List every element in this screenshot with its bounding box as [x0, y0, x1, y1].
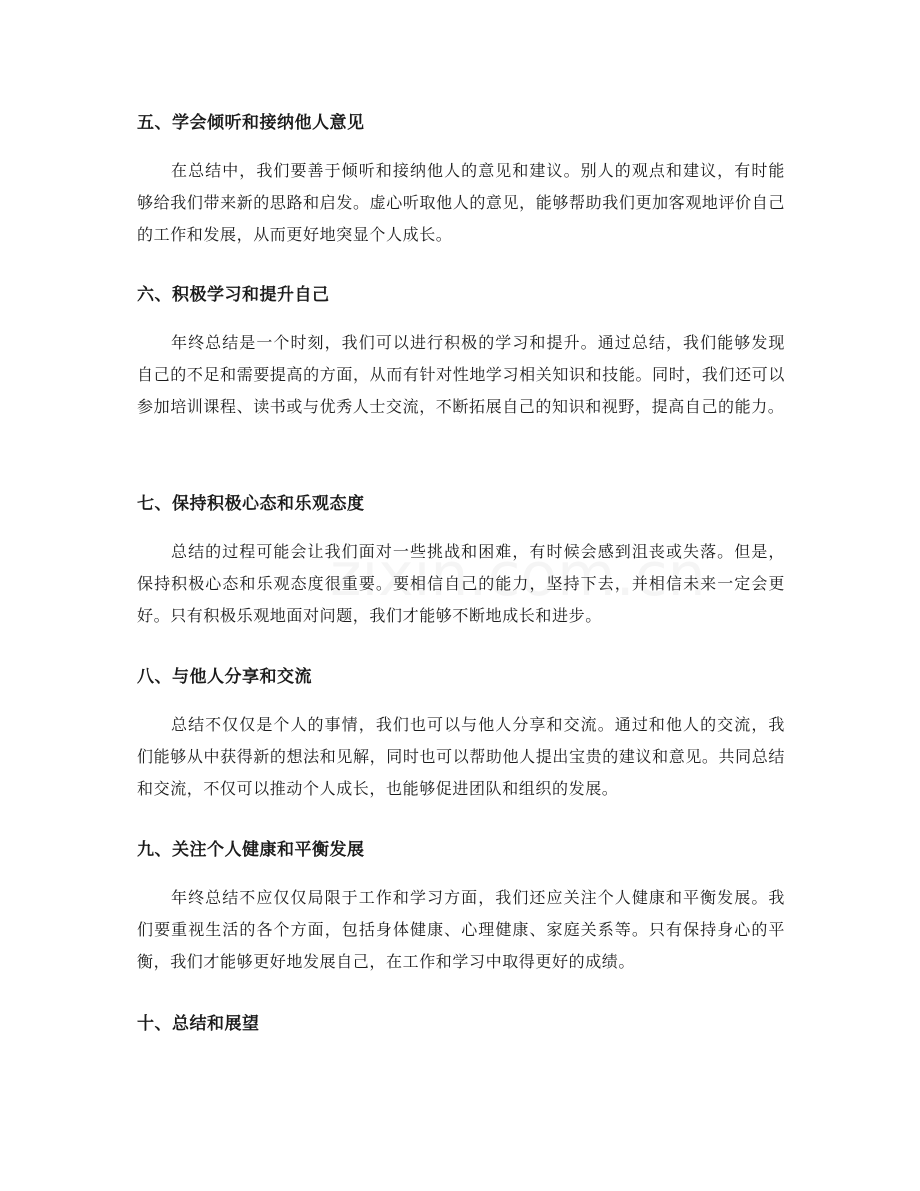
section-heading-10: 十、总结和展望 [137, 1014, 260, 1034]
section-paragraph-7: 总结的过程可能会让我们面对一些挑战和困难，有时候会感到沮丧或失落。但是，保持积极心态和乐观态度很重要。要相信自己的能力，坚持下去，并相信未来一定会更好。只有积极乐观地面对问题，我们才能够不断地成长和进步。 [137, 542, 785, 625]
section-heading-9: 九、关注个人健康和平衡发展 [137, 840, 365, 860]
section-paragraph-9: 年终总结不应仅仅局限于工作和学习方面，我们还应关注个人健康和平衡发展。我们要重视生活的各个方面，包括身体健康、心理健康、家庭关系等。只有保持身心的平衡，我们才能够更好地发展自己，在工作和学习中取得更好的成绩。 [137, 888, 785, 971]
section-paragraph-8: 总结不仅仅是个人的事情，我们也可以与他人分享和交流。通过和他人的交流，我们能够从中获得新的想法和见解，同时也可以帮助他人提出宝贵的建议和意见。共同总结和交流，不仅可以推动个人成长，也能够促进团队和组织的发展。 [137, 715, 785, 798]
section-heading-7: 七、保持积极心态和乐观态度 [137, 494, 365, 514]
section-paragraph-5: 在总结中，我们要善于倾听和接纳他人的意见和建议。别人的观点和建议，有时能够给我们带来新的思路和启发。虚心听取他人的意见，能够帮助我们更加客观地评价自己的工作和发展，从而更好地突显个人成长。 [137, 161, 785, 244]
section-heading-5: 五、学会倾听和接纳他人意见 [137, 113, 365, 133]
section-heading-6: 六、积极学习和提升自己 [137, 285, 330, 305]
section-heading-8: 八、与他人分享和交流 [137, 667, 312, 687]
section-paragraph-6: 年终总结是一个时刻，我们可以进行积极的学习和提升。通过总结，我们能够发现自己的不足和需要提高的方面，从而有针对性地学习相关知识和技能。同时，我们还可以参加培训课程、读书或与优秀人士交流，不断拓展自己的知识和视野，提高自己的能力。 [137, 333, 785, 416]
